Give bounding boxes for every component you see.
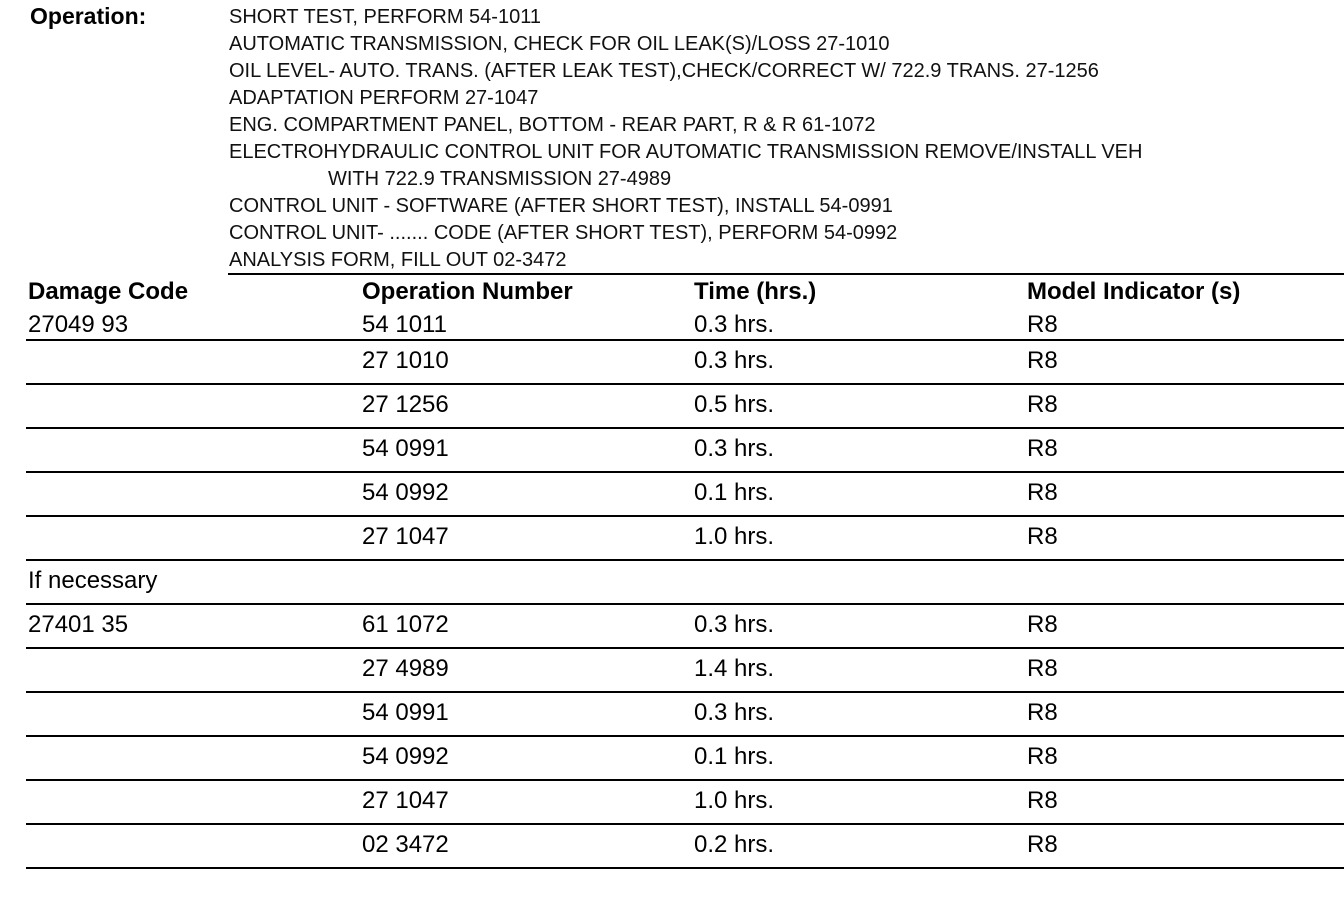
table-row (26, 340, 1344, 384)
cell-time: 1.4 hrs. (692, 648, 1025, 692)
cell-time: 0.3 hrs. (692, 308, 1025, 340)
table-row (26, 736, 1344, 780)
cell-damage-code (26, 648, 360, 692)
table-header (26, 276, 1344, 308)
cell-time: 0.3 hrs. (692, 428, 1025, 472)
operation-list (229, 4, 1142, 274)
header-damage-code: Damage Code (28, 278, 189, 305)
table-row (26, 648, 1344, 692)
operation-line: AUTOMATIC TRANSMISSION, CHECK FOR OIL LEAK(S)/LOSS 27-1010 (229, 33, 890, 55)
cell-operation-number: 27 1256 (360, 384, 692, 428)
table-row (26, 780, 1344, 824)
cell-operation-number: 27 1047 (360, 516, 692, 560)
table-row (26, 824, 1344, 868)
header-operation-number: Operation Number (362, 278, 573, 305)
operation-line: OIL LEVEL- AUTO. TRANS. (AFTER LEAK TEST),CHECK/CORRECT W/ 722.9 TRANS. 27-1256 (229, 60, 1099, 82)
cell-time: 0.3 hrs. (692, 604, 1025, 648)
table-row (26, 428, 1344, 472)
cell-operation-number: 54 0992 (360, 472, 692, 516)
operation-line: ENG. COMPARTMENT PANEL, BOTTOM - REAR PART, R & R 61-1072 (229, 114, 876, 136)
operation-label: Operation: (30, 3, 147, 29)
cell-model-indicator: R8 (1025, 736, 1344, 780)
table-row (26, 604, 1344, 648)
cell-damage-code (26, 428, 360, 472)
table-row (26, 692, 1344, 736)
cell-model-indicator: R8 (1025, 780, 1344, 824)
cell-time: 0.3 hrs. (692, 692, 1025, 736)
cell-operation-number: 54 0991 (360, 692, 692, 736)
cell-operation-number: 54 1011 (360, 308, 692, 340)
table-row (26, 384, 1344, 428)
divider (228, 273, 1344, 275)
cell-operation-number: 61 1072 (360, 604, 692, 648)
cell-damage-code (26, 384, 360, 428)
cell-operation-number: 54 0992 (360, 736, 692, 780)
header-model-indicator: Model Indicator (s) (1027, 278, 1241, 305)
cell-model-indicator: R8 (1025, 472, 1344, 516)
cell-model-indicator: R8 (1025, 516, 1344, 560)
table-body (26, 308, 1344, 868)
operation-line: ADAPTATION PERFORM 27-1047 (229, 87, 539, 109)
cell-model-indicator: R8 (1025, 692, 1344, 736)
operation-line: ANALYSIS FORM, FILL OUT 02-3472 (229, 249, 567, 271)
operation-line: ELECTROHYDRAULIC CONTROL UNIT FOR AUTOMATIC TRANSMISSION REMOVE/INSTALL VEH (229, 141, 1143, 163)
cell-model-indicator: R8 (1025, 340, 1344, 384)
table-note-row (26, 560, 1344, 604)
cell-damage-code (26, 692, 360, 736)
cell-model-indicator: R8 (1025, 384, 1344, 428)
cell-model-indicator: R8 (1025, 428, 1344, 472)
cell-operation-number: 54 0991 (360, 428, 692, 472)
table-row (26, 472, 1344, 516)
operation-line: SHORT TEST, PERFORM 54-1011 (229, 6, 541, 28)
operation-line: WITH 722.9 TRANSMISSION 27-4989 (328, 168, 672, 190)
cell-time: 1.0 hrs. (692, 780, 1025, 824)
table-row (26, 516, 1344, 560)
cell-operation-number: 27 4989 (360, 648, 692, 692)
cell-operation-number: 27 1047 (360, 780, 692, 824)
cell-damage-code (26, 736, 360, 780)
operation-line: CONTROL UNIT- ....... CODE (AFTER SHORT TEST), PERFORM 54-0992 (229, 222, 898, 244)
cell-time: 0.1 hrs. (692, 472, 1025, 516)
cell-damage-code (26, 516, 360, 560)
labor-table (26, 276, 1344, 869)
cell-damage-code (26, 340, 360, 384)
cell-time: 1.0 hrs. (692, 516, 1025, 560)
cell-model-indicator: R8 (1025, 604, 1344, 648)
operation-line: CONTROL UNIT - SOFTWARE (AFTER SHORT TEST), INSTALL 54-0991 (229, 195, 893, 217)
cell-time: 0.3 hrs. (692, 340, 1025, 384)
cell-damage-code (26, 824, 360, 868)
cell-damage-code: 27401 35 (26, 604, 360, 648)
cell-damage-code (26, 472, 360, 516)
cell-damage-code (26, 780, 360, 824)
cell-time: 0.1 hrs. (692, 736, 1025, 780)
cell-time: 0.2 hrs. (692, 824, 1025, 868)
header-time: Time (hrs.) (694, 278, 817, 305)
cell-model-indicator: R8 (1025, 648, 1344, 692)
cell-operation-number: 27 1010 (360, 340, 692, 384)
note-cell: If necessary (26, 560, 1344, 604)
cell-damage-code: 27049 93 (26, 308, 360, 340)
cell-model-indicator: R8 (1025, 308, 1344, 340)
cell-operation-number: 02 3472 (360, 824, 692, 868)
cell-time: 0.5 hrs. (692, 384, 1025, 428)
table-row (26, 308, 1344, 340)
cell-model-indicator: R8 (1025, 824, 1344, 868)
